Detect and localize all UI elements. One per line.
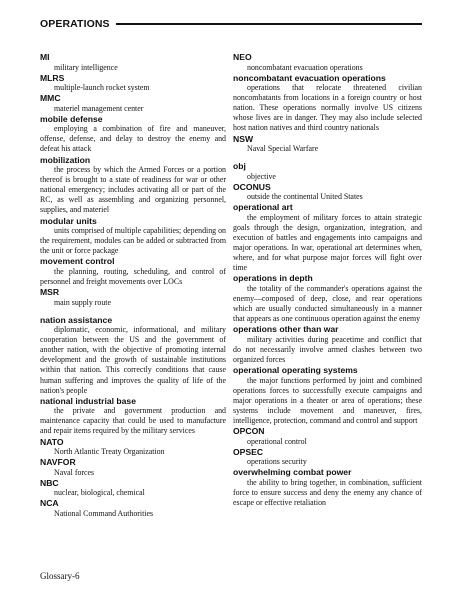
glossary-definition: National Command Authorities bbox=[54, 508, 154, 518]
page-header bbox=[40, 16, 422, 32]
glossary-term: national industrial base bbox=[40, 395, 136, 406]
glossary-term: noncombatant evacuation operations bbox=[233, 72, 386, 83]
glossary-entry bbox=[40, 287, 226, 308]
glossary-term: modular units bbox=[40, 215, 97, 226]
glossary-definition: units comprised of multiple capabilities; depending on the requirement, modules can be added or subtracted from the unit or force package bbox=[40, 226, 226, 256]
glossary-term: NBC bbox=[40, 477, 59, 488]
glossary-definition: North Atlantic Treaty Organization bbox=[54, 447, 165, 457]
glossary-entry bbox=[233, 447, 422, 468]
glossary-definition: outside the continental United States bbox=[247, 192, 363, 202]
glossary-entry bbox=[40, 114, 226, 155]
header-rule bbox=[116, 23, 422, 26]
glossary-entry bbox=[40, 216, 226, 257]
glossary-term: operations in depth bbox=[233, 273, 313, 284]
glossary-definition: diplomatic, economic, informational, and military cooperation between the US and the government of another nation, with the objective of promoting internal development and the growth of sustainable institutions within that nation. This correctly conditions that cause human suffering and improves the quality of life of the nation's people bbox=[40, 325, 226, 395]
glossary-entry bbox=[233, 52, 422, 73]
glossary-entry bbox=[233, 202, 422, 273]
glossary-definition: main supply route bbox=[54, 297, 111, 307]
glossary-entry bbox=[40, 437, 226, 458]
glossary-entry bbox=[40, 256, 226, 287]
glossary-term: NCA bbox=[40, 498, 59, 509]
glossary-term: MI bbox=[40, 52, 50, 62]
glossary-term: overwhelming combat power bbox=[233, 467, 352, 478]
glossary-entry bbox=[233, 467, 422, 508]
glossary-definition: objective bbox=[247, 171, 276, 181]
glossary-entry bbox=[40, 498, 226, 519]
glossary-entry bbox=[40, 396, 226, 437]
glossary-definition: the planning, routing, scheduling, and control of personnel and freight movements over LOCs bbox=[40, 266, 226, 286]
glossary-definition: noncombatant evacuation operations bbox=[247, 62, 363, 72]
glossary-definition: materiel management center bbox=[54, 103, 144, 113]
glossary-definition: nuclear, biological, chemical bbox=[54, 488, 145, 498]
glossary-definition: operational control bbox=[247, 436, 307, 446]
glossary-term: nation assistance bbox=[40, 314, 113, 325]
glossary-definition: Naval Special Warfare bbox=[247, 144, 319, 154]
section-title: OPERATIONS bbox=[40, 18, 110, 30]
glossary-entry bbox=[40, 155, 226, 216]
page-number: Glossary-6 bbox=[40, 571, 80, 581]
glossary-term: OPSEC bbox=[233, 446, 264, 457]
glossary-term: obj bbox=[233, 161, 246, 172]
glossary-definition: the major functions performed by joint and combined operations forces to successfully execute campaigns and major operations in a theater or area of operations; these systems include movement and maneuver, fires, intelligence, protection, command and control and support bbox=[233, 375, 422, 425]
glossary-term: OCONUS bbox=[233, 181, 271, 192]
glossary-definition: military activities during peacetime and conflict that do not necessarily involve armed clashes between two organized forces bbox=[233, 334, 422, 364]
glossary-entry bbox=[233, 182, 422, 203]
glossary-term: NSW bbox=[233, 133, 254, 144]
glossary-definition: multiple-launch rocket system bbox=[54, 83, 150, 93]
glossary-term: NAVFOR bbox=[40, 457, 76, 468]
glossary-term: mobile defense bbox=[40, 113, 103, 124]
glossary-definition: the private and government production and maintenance capacity that could be used to manufacture and repair items required by the military services bbox=[40, 406, 226, 436]
glossary-definition: the process by which the Armed Forces or a portion thereof is brought to a state of readiness for war or other national emergency; includes activating all or part of the RC, as well as assembling and organizing personnel, supplies, and materiel bbox=[40, 165, 226, 215]
glossary-entry bbox=[233, 134, 422, 155]
glossary-entry bbox=[233, 73, 422, 134]
glossary-definition: the ability to bring together, in combination, sufficient force to ensure success and deny the enemy any chance of escape or effective retaliation bbox=[233, 477, 422, 507]
glossary-definition: Naval forces bbox=[54, 467, 95, 477]
glossary-entry bbox=[233, 273, 422, 324]
glossary-entry bbox=[40, 73, 226, 94]
glossary-entry bbox=[233, 426, 422, 447]
glossary-definition: employing a combination of fire and maneuver, offense, defense, and delay to destroy the enemy and defeat his attack bbox=[40, 124, 226, 154]
glossary-entry bbox=[40, 457, 226, 478]
glossary-entry bbox=[233, 324, 422, 365]
glossary-entry bbox=[40, 52, 226, 73]
glossary-term: movement control bbox=[40, 256, 115, 267]
glossary-term: NEO bbox=[233, 52, 252, 62]
glossary-term: NATO bbox=[40, 436, 64, 447]
glossary-entry bbox=[233, 161, 422, 182]
glossary-term: mobilization bbox=[40, 154, 91, 165]
glossary-term: operational operating systems bbox=[233, 365, 358, 376]
glossary-column-right bbox=[233, 52, 422, 508]
glossary-entry bbox=[40, 93, 226, 114]
glossary-term: OPCON bbox=[233, 426, 265, 437]
glossary-term: operations other than war bbox=[233, 324, 339, 335]
glossary-entry bbox=[233, 365, 422, 426]
glossary-entry bbox=[40, 315, 226, 396]
glossary-term: operational art bbox=[233, 202, 293, 213]
glossary-definition: the totality of the commander's operations against the enemy—composed of deep, close, and rear operations which are usually conducted simultaneously in a manner that appears as one continuous operation against the enemy bbox=[233, 283, 422, 324]
glossary-definition: operations security bbox=[247, 457, 307, 467]
glossary-column-left bbox=[40, 52, 226, 519]
glossary-term: MSR bbox=[40, 287, 60, 297]
glossary-definition: operations that relocate threatened civilian noncombatants from locations in a foreign country or host nation. These operations normally involve US citizens whose lives are in danger. They may also include selected host nation natives and third country nationals bbox=[233, 83, 422, 133]
glossary-entry bbox=[40, 478, 226, 499]
glossary-term: MMC bbox=[40, 93, 61, 104]
glossary-term: MLRS bbox=[40, 72, 65, 83]
glossary-definition: the employment of military forces to attain strategic goals through the design, organization, integration, and execution of battles and engagements into campaigns and major operations. In war, operational art determines when, where, and for what purpose major forces will fight over time bbox=[233, 212, 422, 273]
glossary-definition: military intelligence bbox=[54, 62, 118, 72]
